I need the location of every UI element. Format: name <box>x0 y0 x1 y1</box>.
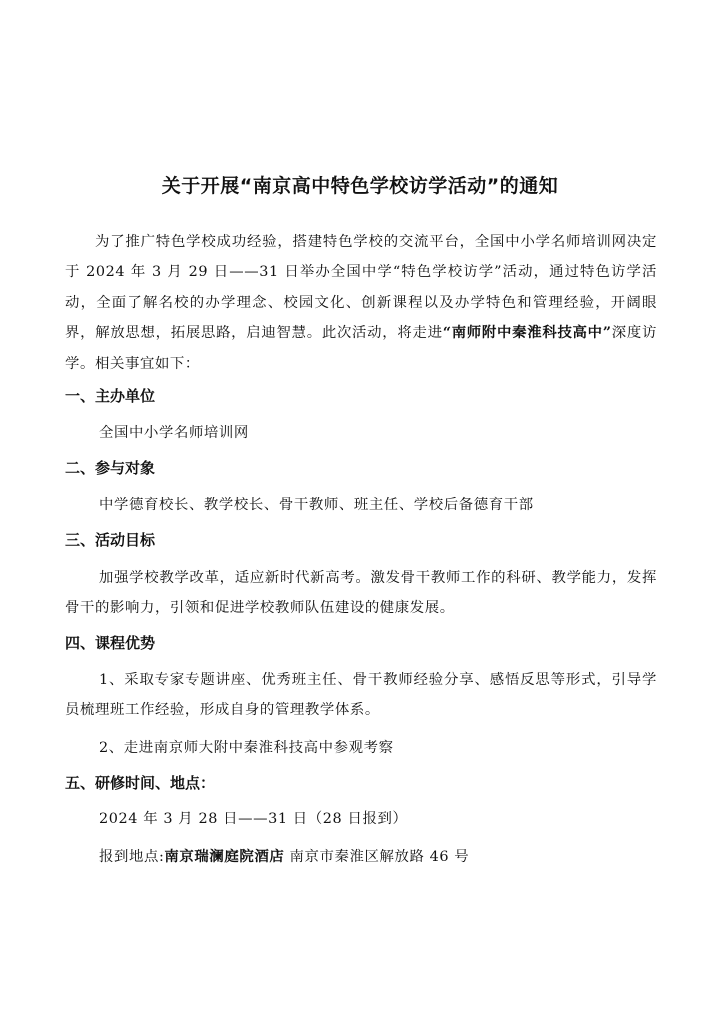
training-time: 2024 年 3 月 28 日——31 日（28 日报到） <box>99 811 408 827</box>
section-heading-participants: 二、参与对象 <box>65 459 156 477</box>
advantage-item-2: 2、走进南京师大附中秦淮科技高中参观考察 <box>99 740 394 756</box>
section-heading-organizer: 一、主办单位 <box>65 387 156 405</box>
document-title: 关于开展“南京高中特色学校访学活动”的通知 <box>161 175 559 197</box>
section-heading-advantages: 四、课程优势 <box>65 634 156 652</box>
participants-text: 中学德育校长、教学校长、骨干教师、班主任、学校后备德育干部 <box>99 497 534 513</box>
intro-school-name: “南师附中秦淮科技高中” <box>442 324 612 342</box>
location-hotel: 南京瑞澜庭院酒店 <box>164 848 285 865</box>
check-in-location <box>65 842 657 872</box>
location-label: 报到地点: <box>99 849 165 865</box>
section-heading-time-location: 五、研修时间、地点： <box>65 774 216 792</box>
intro-text-end: 深度访学。相关事宜如下： <box>65 325 657 372</box>
intro-text: 为了推广特色学校成功经验，搭建特色学校的交流平台，全国中小学名师培训网决定于 2024 年 3 月 29 日——31 日举办全国中学“特色学校访学”活动，通过特色访学活动，全面了解名校的办学理念、校园文化、创新课程以及办学特色和管理经验，开阔眼界，解放思想，拓展思路，启迪智慧。此次活动，将走进 <box>65 234 657 342</box>
intro-paragraph <box>65 227 657 379</box>
goals-text: 加强学校教学改革，适应新时代新高考。激发骨干教师工作的科研、教学能力，发挥骨干的影响力，引领和促进学校教师队伍建设的健康发展。 <box>65 570 657 617</box>
advantage-item-1: 1、采取专家专题讲座、优秀班主任、骨干教师经验分享、感悟反思等形式，引导学员梳理班工作经验，形成自身的管理教学体系。 <box>65 672 657 719</box>
organizer-text: 全国中小学名师培训网 <box>99 425 249 441</box>
section-heading-goals: 三、活动目标 <box>65 531 156 549</box>
location-address: 南京市秦淮区解放路 46 号 <box>284 849 470 865</box>
